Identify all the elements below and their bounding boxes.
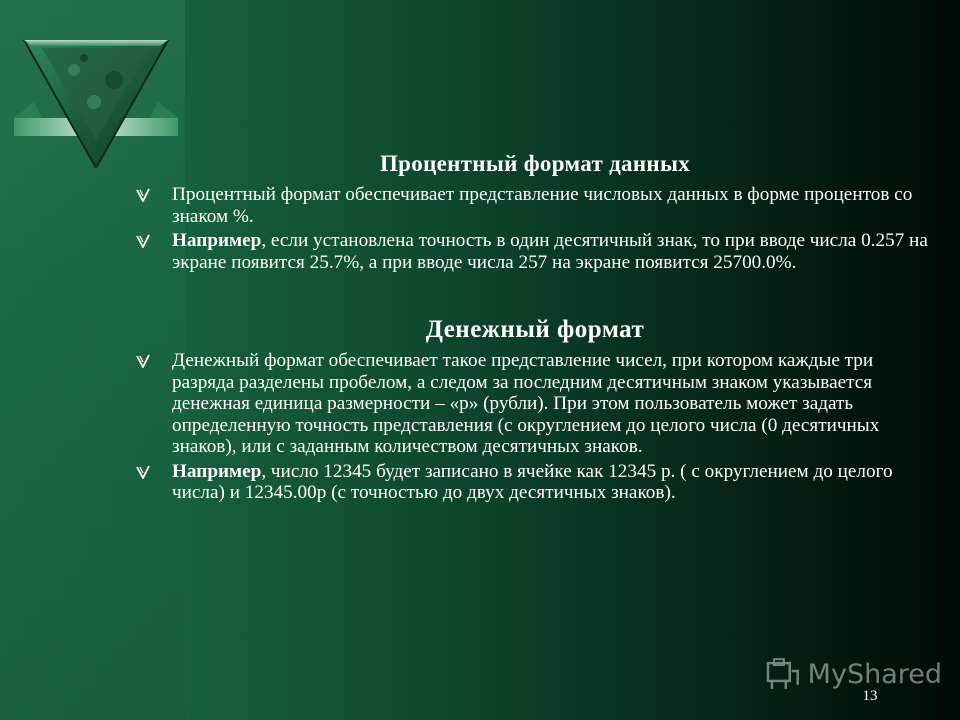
watermark-text: MyShared	[807, 658, 942, 690]
page-number: 13	[862, 688, 878, 704]
item-bold-lead: Например	[172, 460, 262, 482]
list-item	[132, 350, 932, 458]
list-item	[132, 461, 932, 504]
heading-percent-format: Процентный формат данных	[379, 151, 691, 176]
checkmark-bullet-icon	[136, 354, 150, 368]
list-item	[132, 230, 932, 273]
currency-format-list	[132, 350, 932, 507]
item-text: , число 12345 будет записано в ячейке как 12345 р. ( с округлением до целого числа) и 12345.00р (с точностью до двух десятичных знаков).	[172, 460, 893, 503]
list-item	[132, 184, 932, 227]
item-text: Процентный формат обеспечивает представление числовых данных в форме процентов со знаком %.	[172, 184, 913, 227]
checkmark-bullet-icon	[136, 465, 150, 479]
percent-format-list	[132, 184, 932, 276]
heading-currency-format: Денежный формат	[425, 316, 645, 343]
checkmark-bullet-icon	[136, 188, 150, 202]
item-text: Денежный формат обеспечивает такое представление чисел, при котором каждые три разряда разделены пробелом, а следом за последним десятичным знаком указывается денежная единица размерности – «р» (рубли). При этом пользователь может задать определенную точность представления (с округлением до целого числа (0 десятичных знаков), или с заданным количеством десятичных знаков.	[172, 350, 880, 457]
item-text: , если установлена точность в один десятичный знак, то при вводе числа 0.257 на экране появится 25.7%, а при вводе числа 257 на экране появится 25700.0%.	[172, 230, 928, 273]
myshared-logo-icon	[766, 657, 800, 691]
item-bold-lead: Например	[172, 230, 262, 251]
checkmark-bullet-icon	[136, 234, 150, 248]
